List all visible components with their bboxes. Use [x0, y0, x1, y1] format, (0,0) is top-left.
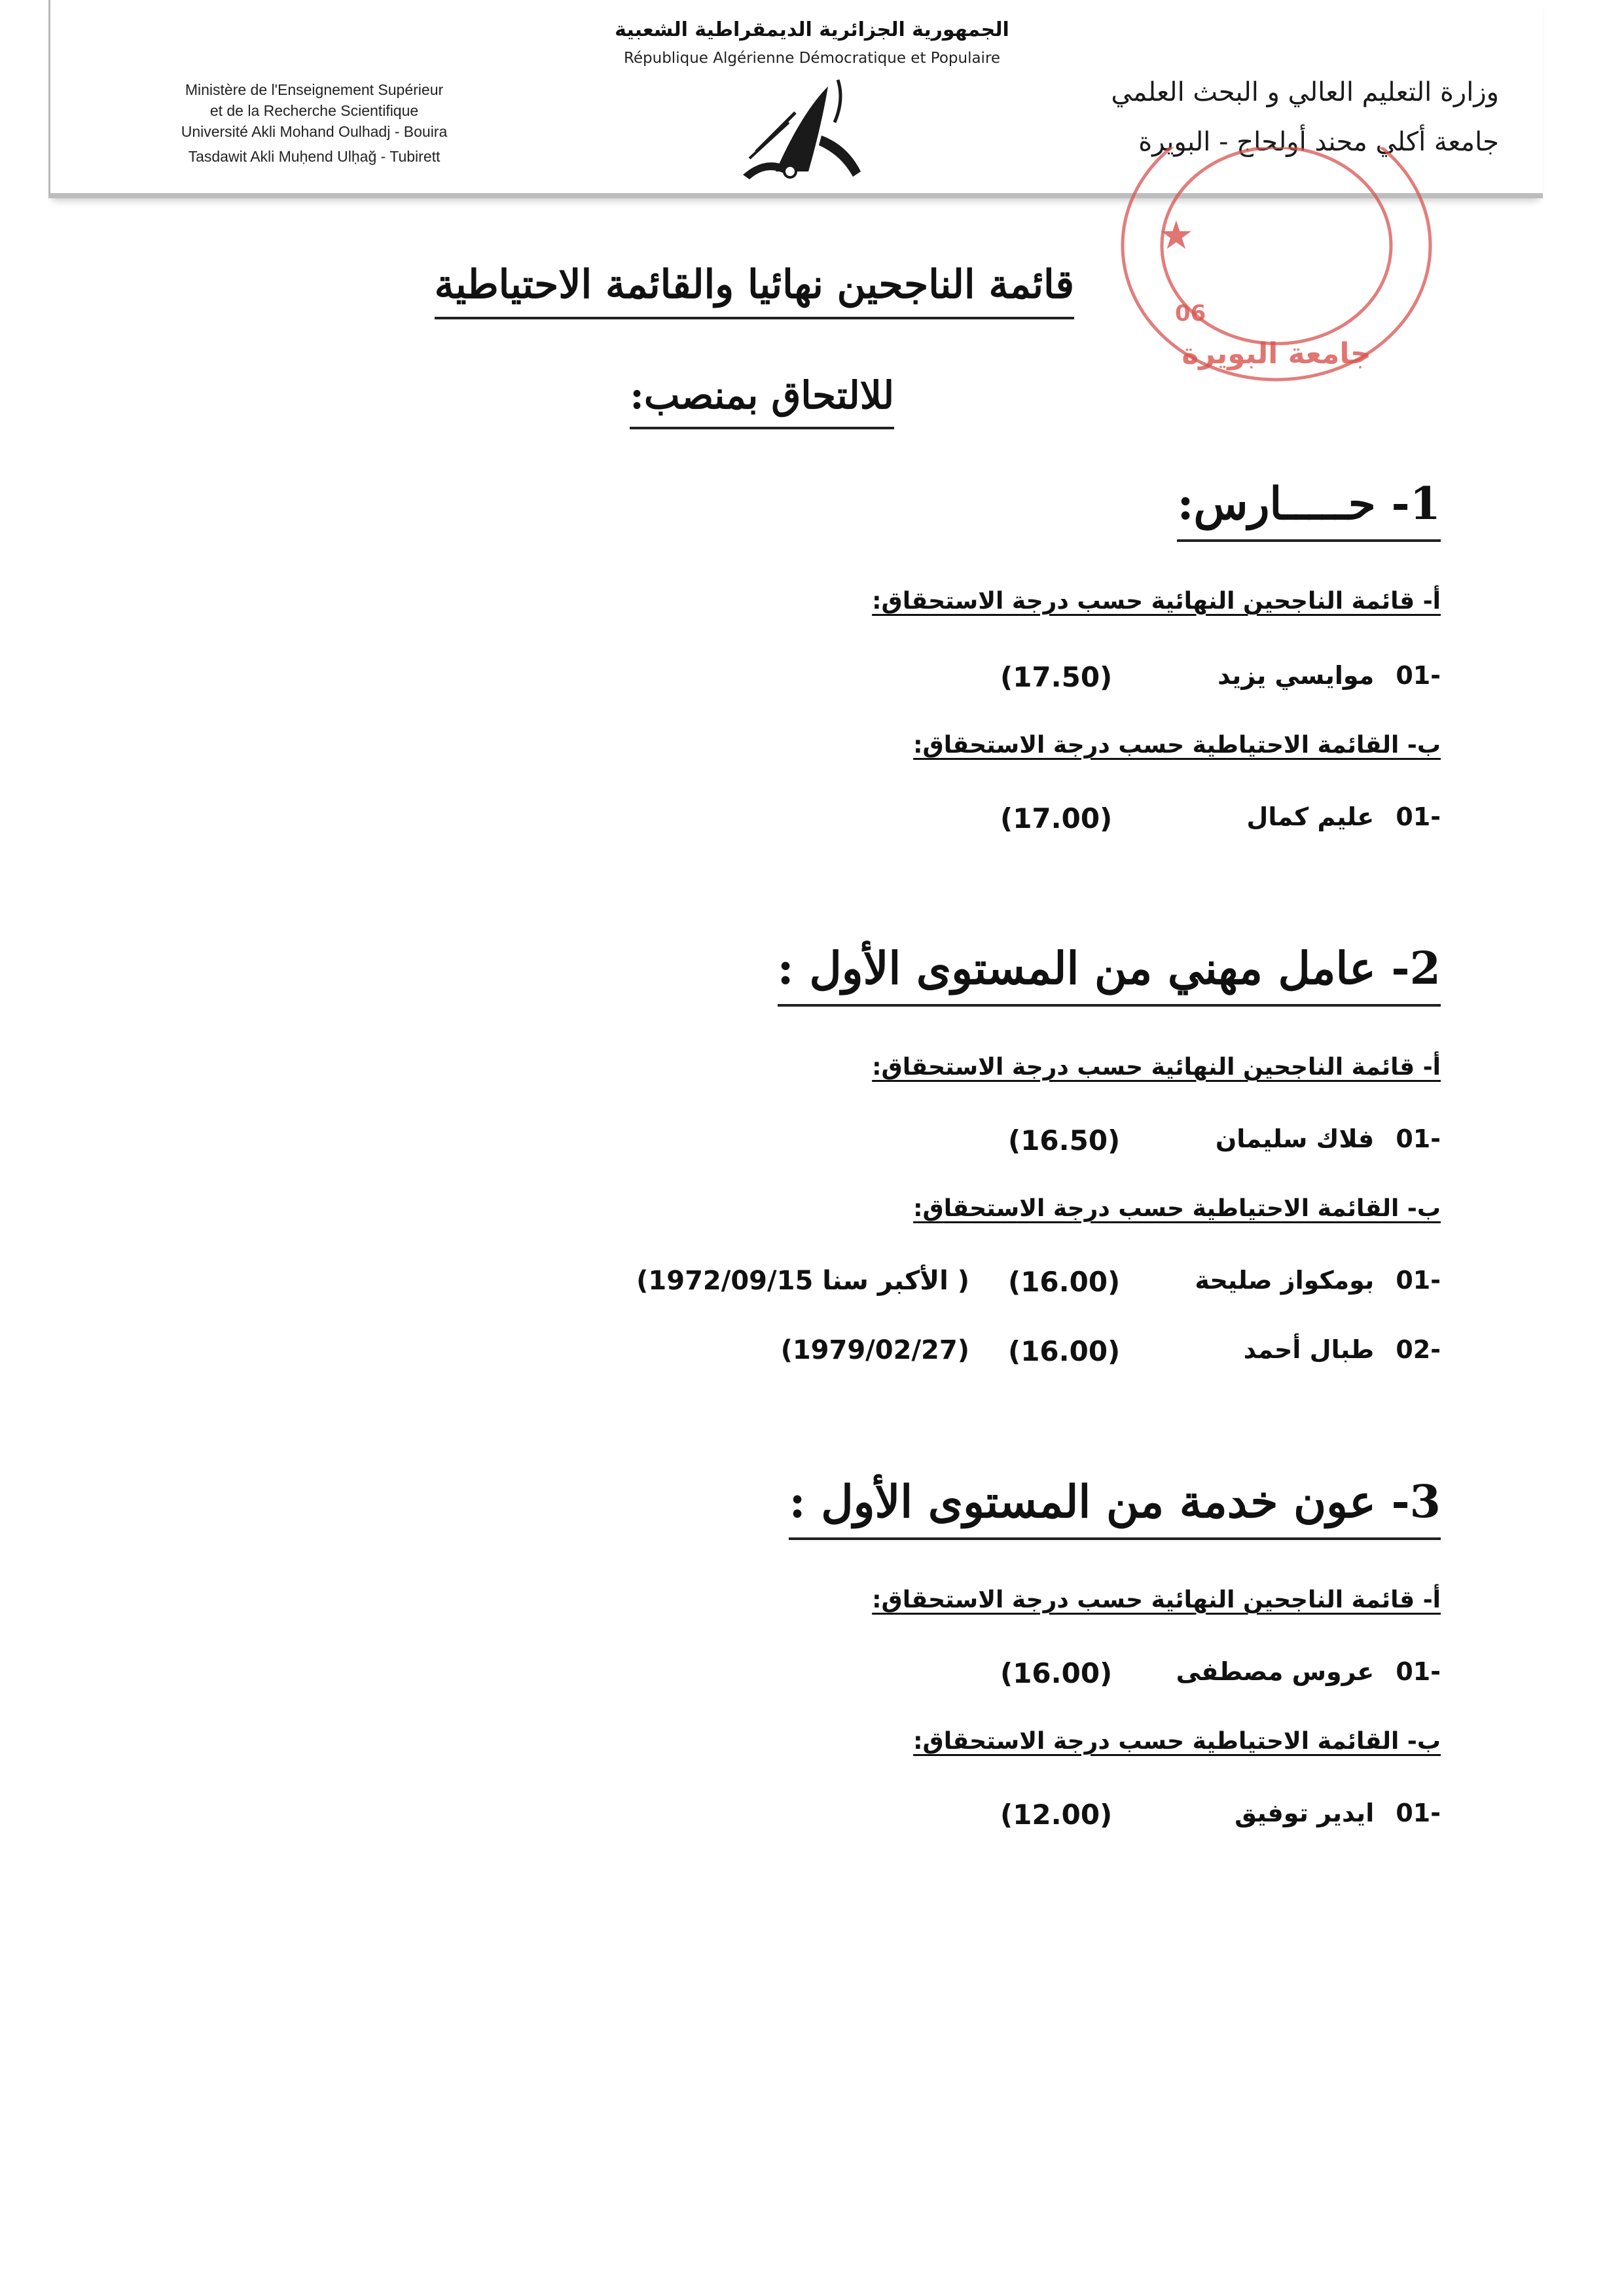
- entry-score: (16.50): [1008, 1124, 1121, 1157]
- entry-note: ( الأكبر سنا 1972/09/15): [636, 1266, 969, 1296]
- document-title: قائمة الناجحين نهائيا والقائمة الاحتياطية: [435, 262, 1074, 319]
- entry-name: فلاك سليمان: [1215, 1124, 1375, 1153]
- republic-arabic: الجمهورية الجزائرية الديمقراطية الشعبية: [615, 18, 1009, 41]
- list-item: [1246, 802, 1441, 831]
- list-item: [1244, 1335, 1441, 1364]
- entry-number: -01: [1396, 802, 1441, 831]
- entry-name: موايسي يزيد: [1218, 661, 1375, 690]
- entry-name: ايدير توفيق: [1235, 1799, 1375, 1827]
- list-item: [1235, 1799, 1441, 1827]
- ministry-ar-line: وزارة التعليم العالي و البحث العلمي: [1111, 77, 1499, 107]
- entry-score: (17.50): [1000, 661, 1113, 693]
- ministry-fr-line-1: Ministère de l'Enseignement Supérieur: [185, 81, 444, 98]
- svg-text:★: ★: [1159, 213, 1194, 259]
- section-3-final-label: أ- قائمة الناجحين النهائية حسب درجة الاستحقاق:: [872, 1587, 1441, 1613]
- section-3-heading: 3- عون خدمة من المستوى الأول :: [789, 1476, 1441, 1540]
- list-item: [1216, 1124, 1441, 1153]
- entry-name: بومكواز صليحة: [1195, 1266, 1375, 1295]
- entry-name: عليم كمال: [1246, 802, 1375, 831]
- entry-score: (12.00): [1000, 1799, 1113, 1831]
- entry-score: (16.00): [1008, 1266, 1121, 1298]
- section-2-heading: 2- عامل مهني من المستوى الأول :: [778, 942, 1441, 1007]
- list-item: [1195, 1266, 1441, 1295]
- entry-score: (16.00): [1000, 1657, 1113, 1689]
- section-1-heading: 1- حـــــارس:: [1177, 478, 1441, 542]
- entry-number: -01: [1396, 1657, 1441, 1686]
- document-subtitle: للالتحاق بمنصب:: [630, 373, 894, 429]
- list-item: [1176, 1657, 1441, 1686]
- ministry-fr-line-2: et de la Recherche Scientifique: [209, 102, 419, 119]
- entry-note: (1979/02/27): [780, 1335, 969, 1365]
- republic-french: République Algérienne Démocratique et Populaire: [623, 50, 1001, 67]
- entry-number: -01: [1396, 1266, 1441, 1295]
- entry-score: (17.00): [1000, 802, 1113, 834]
- entry-number: -01: [1396, 1124, 1441, 1153]
- stamp-number: 06: [1175, 300, 1206, 327]
- section-1-final-label: أ- قائمة الناجحين النهائية حسب درجة الاستحقاق:: [872, 588, 1441, 615]
- entry-score: (16.00): [1008, 1335, 1121, 1367]
- section-2-final-label: أ- قائمة الناجحين النهائية حسب درجة الاستحقاق:: [872, 1054, 1441, 1081]
- entry-number: -01: [1396, 1799, 1441, 1827]
- section-1-reserve-label: ب- القائمة الاحتياطية حسب درجة الاستحقاق:: [913, 732, 1441, 759]
- university-kabyle-line: Tasdawit Akli Muḥend Ulḥağ - Tubirett: [188, 148, 441, 165]
- section-2-reserve-label: ب- القائمة الاحتياطية حسب درجة الاستحقاق:: [913, 1195, 1441, 1222]
- university-fr-line: Université Akli Mohand Oulhadj - Bouira: [181, 123, 448, 140]
- stamp-text: جامعة البويرة: [1182, 337, 1371, 370]
- university-logo: [730, 73, 874, 185]
- entry-name: طبال أحمد: [1243, 1335, 1375, 1364]
- university-stamp: [1113, 147, 1453, 396]
- section-3-reserve-label: ب- القائمة الاحتياطية حسب درجة الاستحقاق:: [913, 1728, 1441, 1755]
- entry-number: -01: [1396, 661, 1441, 690]
- university-ar-line: جامعة أكلي محند أولحاج - البويرة: [1138, 127, 1499, 157]
- list-item: [1218, 661, 1441, 690]
- entry-number: -02: [1396, 1335, 1441, 1364]
- entry-name: عروس مصطفى: [1176, 1657, 1375, 1686]
